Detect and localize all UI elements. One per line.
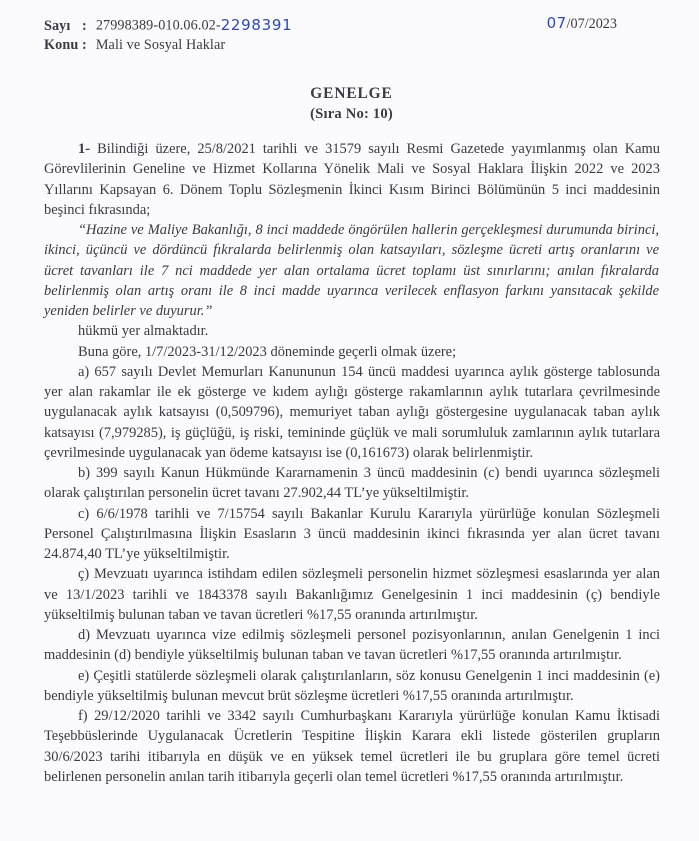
paragraph-a: a) 657 sayılı Devlet Memurları Kanununun 154 üncü maddesi uyarınca aylık gösterge tablosunda yer alan rakamlar ile ek gösterge ve kıdem aylığı gösterge rakamlarının aylık tutarlara çevrilmesinde uygulanacak aylık katsayısı (0,509796), memuriyet taban aylığı göstergesine uygulanacak taban aylık katsayısı (7,979285), iş güçlüğü, iş riski, temininde güçlük ve mali sorumluluk zamlarının aylık tutarlara çevrilmesinde uygulanacak yan ödeme katsayısı ise (0,161673) olarak belirlenmiştir. bbox=[44, 363, 660, 461]
paragraph-e: e) Çeşitli statülerde sözleşmeli olarak çalıştırılanların, söz konusu Genelgenin 1 inci maddesinin (e) bendiyle yükseltilmiş bulunan mevcut brüt sözleşme ücretleri %17,55 oranında artırılmıştır. bbox=[44, 667, 660, 704]
document-body bbox=[40, 139, 663, 787]
paragraph-1 bbox=[44, 139, 660, 220]
paragraph-d: d) Mevzuatı uyarınca vize edilmiş sözleşmeli personel pozisyonlarının, anılan Genelgenin 1 inci maddesinin (d) bendiyle yükseltilmiş bulunan taban ve tavan ücretleri %17,55 oranında artırılmıştır. bbox=[44, 627, 660, 664]
paragraph-1-marker: 1- bbox=[78, 141, 91, 157]
konu-value: Mali ve Sosyal Haklar bbox=[95, 37, 226, 53]
paragraph-c: c) 6/6/1978 tarihli ve 7/15754 sayılı Bakanlar Kurulu Kararıyla yürürlüğe konulan Sözleşmeli Personel Çalıştırılmasına İlişkin Esasların 3 üncü maddesinin ikinci fıkrasında yer alan ücret tavanı 24.874,40 TL’ye yükseltilmiştir. bbox=[44, 505, 660, 562]
paragraph-b: b) 399 sayılı Kanun Hükmünde Kararnamenin 3 üncü maddesinin (c) bendi uyarınca sözleşmeli olarak çalıştırılan personelin ücret tavanı 27.902,44 TL’ye yükseltilmiştir. bbox=[44, 465, 660, 502]
after-quote-text: hükmü yer almaktadır. bbox=[78, 323, 209, 340]
konu-colon: : bbox=[82, 37, 87, 53]
quoted-provision: “Hazine ve Maliye Bakanlığı, 8 inci maddede öngörülen hallerin gerçekleşmesi durumunda birinci, ikinci, üçüncü ve dördüncü fıkralarda belirlenmiş olan katsayıları, sözleşme ücreti artış oranlarını ve ücret tavanları ile 7 nci maddede yer alan ortalama ücret toplamı üst sınırlarını; anılan fıkralarda belirlenmiş olan artış oranı ile 8 inci madde uyarınca verilecek enflasyon farkını yansıtacak şekilde yeniden belirler ve duyurur.” bbox=[44, 222, 659, 319]
paragraph-1-text: Bilindiği üzere, 25/8/2021 tarihli ve 31579 sayılı Resmi Gazetede yayımlanmış olan Kamu Görevlilerinin Geneline ve Hizmet Kollarına Yönelik Mali ve Sosyal Haklara İlişkin 2022 ve 2023 Yıllarını Kapsayan 6. Dönem Toplu Sözleşmenin İkinci Kısım Birinci Bölümünün 5 inci maddesinin beşinci fıkrasında; bbox=[44, 141, 660, 218]
date-day-handwritten: 07 bbox=[546, 14, 567, 32]
document-header bbox=[40, 10, 663, 56]
period-intro-text: Buna göre, 1/7/2023-31/12/2023 döneminde geçerli olmak üzere; bbox=[78, 343, 457, 360]
header-meta-block bbox=[44, 16, 292, 56]
konu-row bbox=[44, 36, 292, 56]
title-block bbox=[40, 84, 663, 124]
sayi-label: Sayı bbox=[44, 17, 71, 34]
page-title: GENELGE bbox=[310, 85, 393, 102]
konu-label: Konu bbox=[44, 37, 79, 53]
page-subtitle: (Sıra No: 10) bbox=[310, 106, 393, 122]
sayi-row bbox=[44, 16, 292, 36]
date-printed: /07/2023 bbox=[566, 16, 617, 32]
sayi-colon: : bbox=[82, 17, 87, 34]
paragraph-f: f) 29/12/2020 tarihli ve 3342 sayılı Cumhurbaşkanı Kararıyla yürürlüğe konulan Kamu İktisadi Teşebbüslerinde Uygulanacak Ücretlerin Tespitine İlişkin Karara ekli listede gösterilen grupların 30/6/2023 tarihi itibarıyla en düşük ve en yüksek temel ücretleri ile bu gruplara göre temel ücreti belirlenen personelin anılan tarih itibarıyla geçerli olan temel ücretleri %17,55 oranında artırılmıştır. bbox=[44, 708, 660, 785]
sayi-handwritten-value: 2298391 bbox=[220, 16, 293, 34]
sayi-printed-value: 27998389-010.06.02- bbox=[95, 17, 221, 34]
document-date bbox=[547, 14, 617, 33]
paragraph-c-cedilla: ç) Mevzuatı uyarınca istihdam edilen sözleşmeli personelin hizmet sözleşmesi esaslarında yer alan ve 13/1/2023 tarihli ve 1843378 sayılı Bakanlığımız Genelgesinin 1 inci maddesinin (ç) bendiyle yükseltilmiş bulunan taban ve tavan ücretleri %17,55 oranında artırılmıştır. bbox=[44, 566, 660, 623]
